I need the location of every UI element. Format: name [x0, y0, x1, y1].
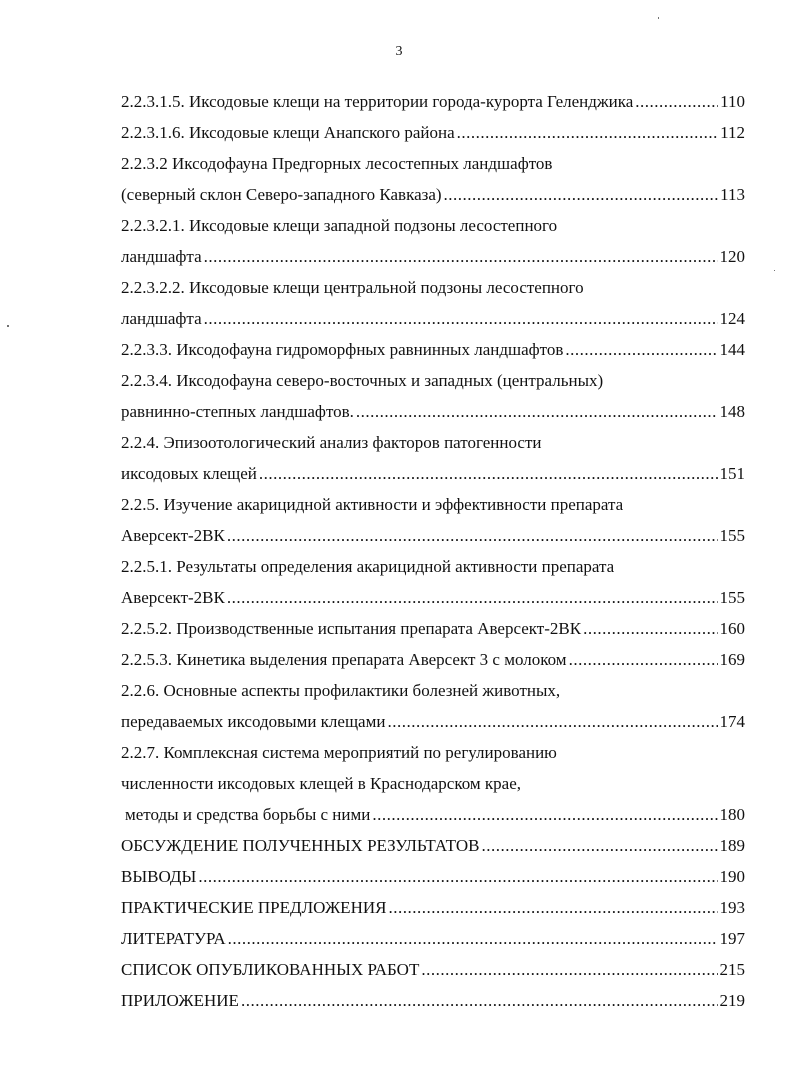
toc-entry [121, 954, 745, 985]
toc-leader-dots [356, 396, 718, 427]
toc-entry-text: равнинно-степных ландшафтов. [121, 402, 354, 421]
toc-entry-page: 190 [719, 867, 745, 886]
toc-entry [121, 210, 745, 241]
table-of-contents [121, 86, 745, 1016]
toc-entry-text: 2.2.4. Эпизоотологический анализ факторов патогенности [121, 433, 542, 452]
toc-entry-text: иксодовых клещей [121, 464, 257, 483]
toc-entry-text: (северный склон Северо-западного Кавказа) [121, 185, 442, 204]
toc-leader-dots [372, 799, 717, 830]
toc-entry-text: передаваемых иксодовыми клещами [121, 712, 386, 731]
toc-leader-dots [227, 520, 718, 551]
toc-entry-page: 215 [719, 960, 745, 979]
toc-entry-text: 2.2.3.1.5. Иксодовые клещи на территории города-курорта Геленджика [121, 92, 634, 111]
toc-entry [121, 799, 745, 830]
toc-entry [121, 985, 745, 1016]
toc-leader-dots [635, 86, 718, 117]
toc-entry-text: 2.2.7. Комплексная система мероприятий по регулированию [121, 743, 557, 762]
toc-entry-text: СПИСОК ОПУБЛИКОВАННЫХ РАБОТ [121, 960, 420, 979]
toc-entry [121, 148, 745, 179]
toc-entry-page: 155 [719, 588, 745, 607]
toc-entry [121, 923, 745, 954]
toc-leader-dots [204, 241, 718, 272]
toc-leader-dots [259, 458, 718, 489]
toc-leader-dots [565, 334, 717, 365]
toc-entry-text: 2.2.3.2 Иксодофауна Предгорных лесостепных ландшафтов [121, 154, 553, 173]
toc-leader-dots [198, 861, 717, 892]
toc-entry-text: 2.2.3.1.6. Иксодовые клещи Анапского района [121, 123, 455, 142]
toc-entry-page: 148 [719, 402, 745, 421]
toc-entry-text: 2.2.3.2.1. Иксодовые клещи западной подзоны лесостепного [121, 216, 558, 235]
toc-entry-page: 113 [720, 185, 745, 204]
toc-entry-page: 151 [719, 464, 745, 483]
toc-entry [121, 117, 745, 148]
toc-entry-text: методы и средства борьбы с ними [125, 805, 371, 824]
scan-speck [774, 270, 775, 271]
toc-leader-dots [457, 117, 719, 148]
scan-speck [7, 325, 9, 327]
toc-entry [121, 675, 745, 706]
toc-leader-dots [228, 923, 718, 954]
toc-entry-page: 124 [719, 309, 745, 328]
toc-entry [121, 582, 745, 613]
toc-entry [121, 365, 745, 396]
toc-entry-text: 2.2.3.4. Иксодофауна северо-восточных и западных (центральных) [121, 371, 604, 390]
toc-entry-text: ВЫВОДЫ [121, 867, 197, 886]
toc-entry [121, 303, 745, 334]
toc-entry [121, 768, 745, 799]
toc-entry-text: Аверсект-2ВК [121, 526, 225, 545]
toc-entry-text: 2.2.5.2. Производственные испытания препарата Аверсект-2ВК [121, 619, 582, 638]
toc-entry-page: 155 [719, 526, 745, 545]
toc-entry [121, 861, 745, 892]
toc-entry-page: 174 [719, 712, 745, 731]
toc-leader-dots [204, 303, 718, 334]
toc-entry [121, 334, 745, 365]
toc-entry [121, 551, 745, 582]
toc-entry [121, 489, 745, 520]
toc-entry [121, 427, 745, 458]
toc-entry [121, 830, 745, 861]
toc-leader-dots [481, 830, 717, 861]
toc-entry [121, 272, 745, 303]
toc-entry-page: 110 [720, 92, 745, 111]
toc-entry [121, 706, 745, 737]
toc-entry [121, 396, 745, 427]
toc-leader-dots [241, 985, 718, 1016]
toc-entry-page: 193 [719, 898, 745, 917]
toc-entry-text: ландшафта [121, 309, 202, 328]
toc-entry [121, 520, 745, 551]
toc-leader-dots [444, 179, 719, 210]
toc-entry-text: 2.2.5. Изучение акарицидной активности и эффективности препарата [121, 495, 624, 514]
toc-entry [121, 241, 745, 272]
scan-speck [658, 17, 659, 19]
toc-leader-dots [569, 644, 718, 675]
toc-entry-text: 2.2.5.1. Результаты определения акарицидной активности препарата [121, 557, 615, 576]
toc-entry-page: 112 [720, 123, 745, 142]
toc-entry-text: ПРАКТИЧЕСКИЕ ПРЕДЛОЖЕНИЯ [121, 898, 387, 917]
toc-leader-dots [583, 613, 717, 644]
toc-leader-dots [388, 892, 717, 923]
toc-entry-page: 197 [719, 929, 745, 948]
toc-entry-text: 2.2.3.2.2. Иксодовые клещи центральной подзоны лесостепного [121, 278, 584, 297]
toc-entry-text: ландшафта [121, 247, 202, 266]
toc-entry [121, 179, 745, 210]
toc-entry-text: Аверсект-2ВК [121, 588, 225, 607]
toc-entry-page: 189 [719, 836, 745, 855]
toc-leader-dots [227, 582, 718, 613]
toc-entry [121, 458, 745, 489]
toc-entry [121, 892, 745, 923]
toc-entry-text: ПРИЛОЖЕНИЕ [121, 991, 239, 1010]
toc-entry-page: 160 [719, 619, 745, 638]
toc-leader-dots [387, 706, 717, 737]
toc-entry-text: 2.2.3.3. Иксодофауна гидроморфных равнинных ландшафтов [121, 340, 564, 359]
toc-entry-text: численности иксодовых клещей в Краснодарском крае, [121, 774, 522, 793]
toc-entry [121, 613, 745, 644]
toc-entry-page: 169 [719, 650, 745, 669]
toc-entry-text: 2.2.6. Основные аспекты профилактики болезней животных, [121, 681, 561, 700]
toc-entry-page: 180 [719, 805, 745, 824]
toc-entry [121, 86, 745, 117]
page-number: 3 [395, 44, 403, 59]
toc-entry-page: 144 [719, 340, 745, 359]
toc-leader-dots [421, 954, 717, 985]
toc-entry-page: 219 [719, 991, 745, 1010]
toc-entry-page: 120 [719, 247, 745, 266]
toc-entry-text: ОБСУЖДЕНИЕ ПОЛУЧЕННЫХ РЕЗУЛЬТАТОВ [121, 836, 480, 855]
toc-entry-text: ЛИТЕРАТУРА [121, 929, 226, 948]
toc-entry [121, 644, 745, 675]
toc-entry [121, 737, 745, 768]
toc-entry-text: 2.2.5.3. Кинетика выделения препарата Аверсект 3 с молоком [121, 650, 567, 669]
